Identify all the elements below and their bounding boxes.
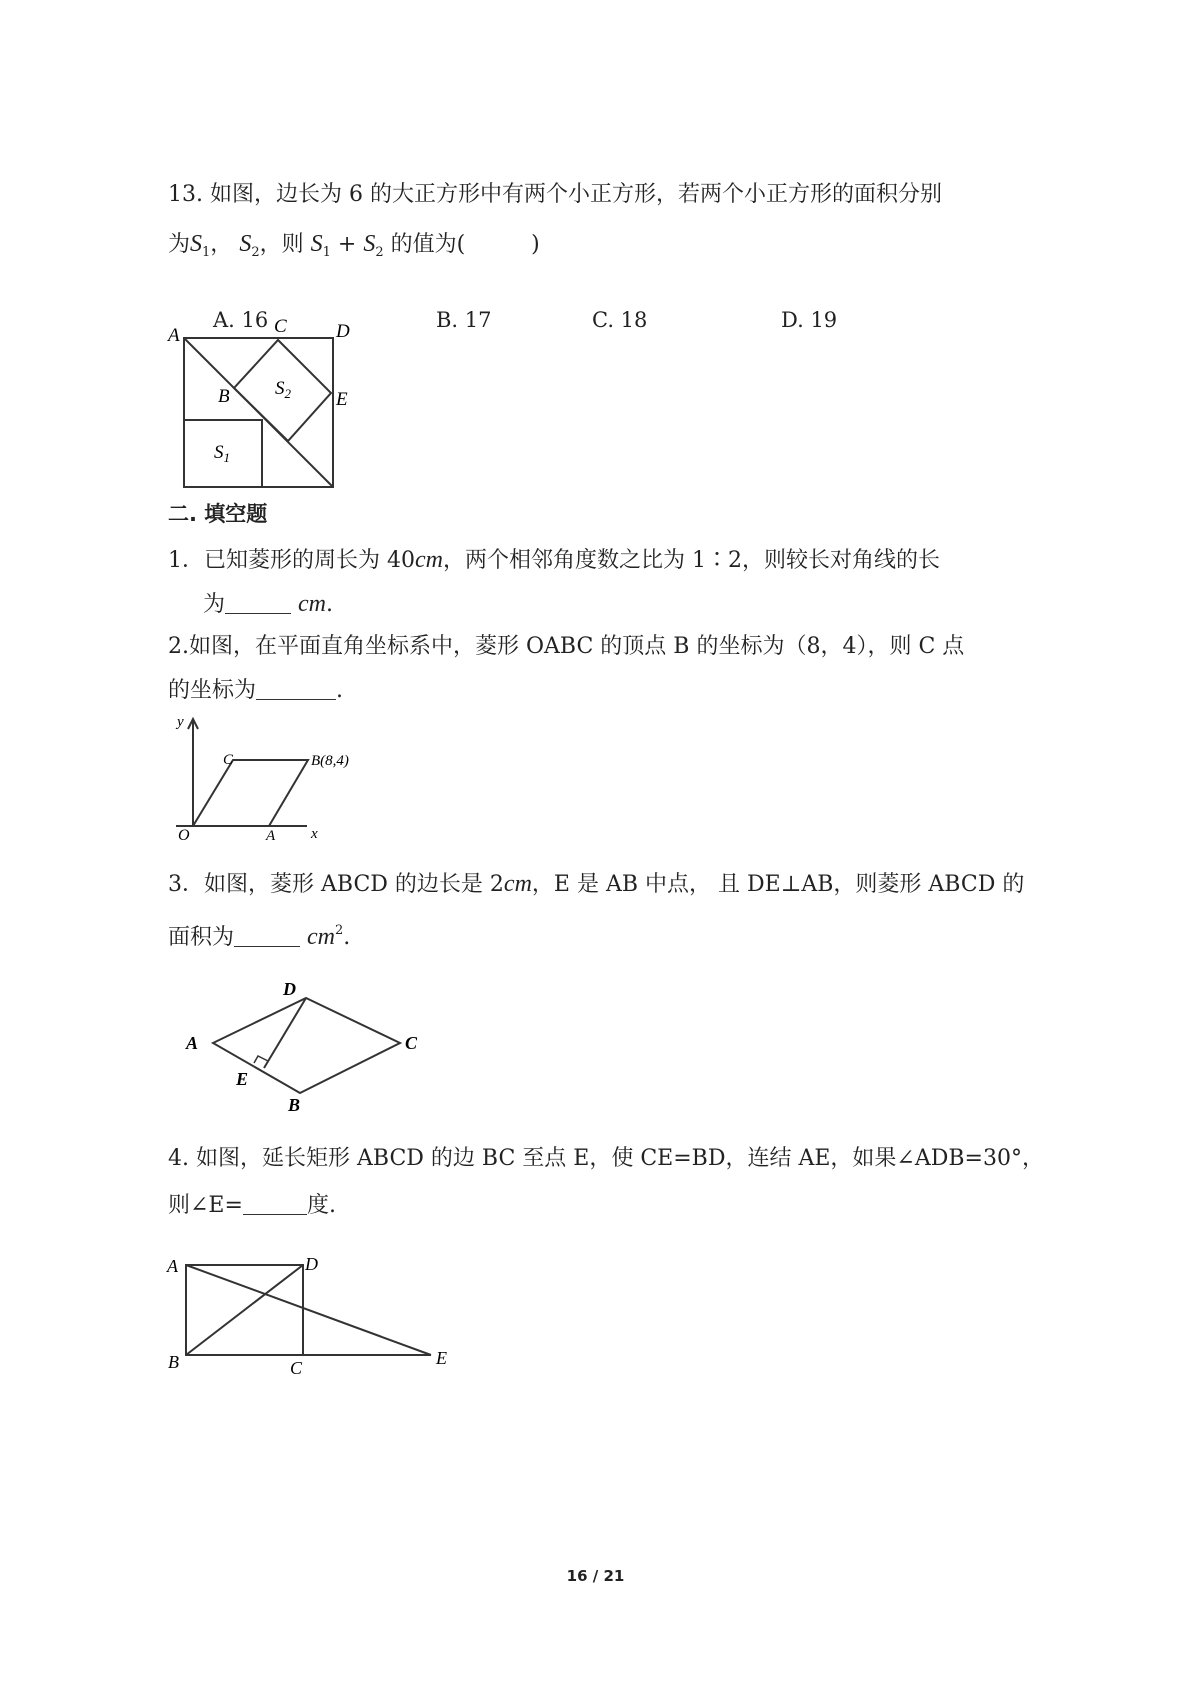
q3-label-e: E <box>236 1069 249 1089</box>
q13-square-s1 <box>184 420 262 487</box>
q3-label-b: B <box>288 1095 301 1115</box>
q4-label-d: D <box>305 1254 318 1274</box>
q2-label-a: A <box>266 828 276 844</box>
q2-line1: 2.如图，在平面直角坐标系中，菱形 OABC 的顶点 B 的坐标为（8，4），则 C 点 <box>168 634 965 659</box>
diagonal-bd <box>186 1265 303 1355</box>
q2-answer-blank[interactable] <box>256 681 336 700</box>
q1-line1: 1．已知菱形的周长为 40cm，两个相邻角度数之比为 1∶2，则较长对角线的长 <box>168 547 940 573</box>
q1-line2: 为 cm. <box>203 591 333 617</box>
right-angle-mark <box>254 1056 268 1063</box>
q13-label-b: B <box>218 386 230 407</box>
q13-option-b: B. 17 <box>436 308 492 332</box>
q13-big-square <box>184 338 333 487</box>
q2-label-c: C <box>223 752 234 768</box>
q13-label-s2: $S_2$ <box>275 378 291 401</box>
q13-label-a: A <box>168 325 180 346</box>
rectangle-abcd <box>186 1265 303 1355</box>
q3-line2: 面积为 $cm^2$. <box>168 923 351 950</box>
q2-label-y: y <box>177 714 184 730</box>
segment-ae <box>186 1265 431 1355</box>
page-number: 16 / 21 <box>566 1567 625 1585</box>
rhombus-oabc <box>193 760 308 826</box>
q13-label-s1: $S_1$ <box>214 442 230 465</box>
q13-line2: 为$S_1$， $S_2$，则 $S_1 + S_2$ 的值为( ) <box>168 231 540 260</box>
q13-diagonal <box>184 338 333 487</box>
y-axis-arrow <box>188 719 198 729</box>
q13-line1: 13. 如图，边长为 6 的大正方形中有两个小正方形，若两个小正方形的面积分别 <box>168 182 942 207</box>
q13-option-a: A. 16 <box>213 308 269 332</box>
q2-label-o: O <box>178 827 190 844</box>
q13-label-d: D <box>336 321 350 342</box>
q4-label-a: A <box>167 1256 178 1276</box>
q4-label-e: E <box>436 1348 447 1368</box>
rhombus-abcd <box>213 998 400 1093</box>
q4-label-b: B <box>168 1352 179 1372</box>
q2-label-x: x <box>311 826 318 842</box>
q2-line2: 的坐标为 . <box>168 678 344 703</box>
q4-label-c: C <box>290 1358 303 1378</box>
segment-de <box>264 998 306 1068</box>
q3-label-a: A <box>186 1033 199 1053</box>
q2-label-b: B(8,4) <box>311 753 349 769</box>
q3-answer-blank[interactable] <box>234 928 300 947</box>
q3-line1: 3．如图，菱形 ABCD 的边长是 2cm，E 是 AB 中点， 且 DE⊥AB，则菱形 ABCD 的 <box>168 871 1025 897</box>
q13-option-c: C. 18 <box>592 308 648 332</box>
q4-line1: 4. 如图，延长矩形 ABCD 的边 BC 至点 E，使 CE=BD，连结 AE，如果∠ADB=30°， <box>168 1146 1044 1171</box>
q4-line2: 则∠E= 度. <box>168 1193 336 1218</box>
q13-label-c: C <box>274 316 287 337</box>
q13-option-d: D. 19 <box>781 308 838 332</box>
q13-square-s2 <box>234 340 331 441</box>
q1-answer-blank[interactable] <box>225 595 291 614</box>
q4-answer-blank[interactable] <box>243 1196 307 1215</box>
q13-label-e: E <box>336 389 348 410</box>
section-title: 二. 填空题 <box>168 502 268 526</box>
q3-label-c: C <box>405 1033 418 1053</box>
q3-label-d: D <box>283 979 296 999</box>
